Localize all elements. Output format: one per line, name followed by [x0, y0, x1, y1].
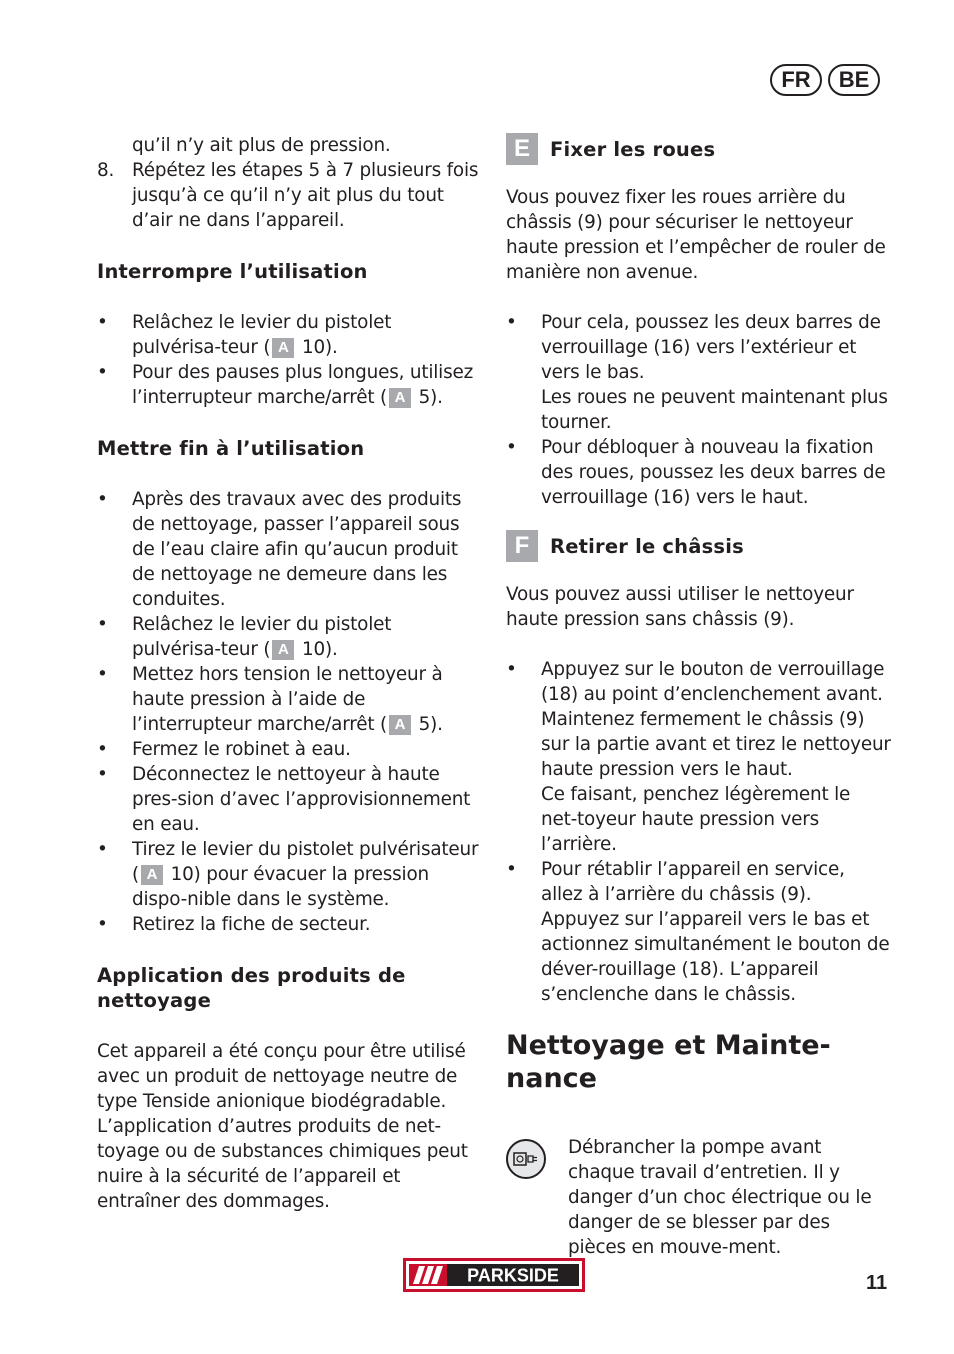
heading-nettoyage: Nettoyage et Mainte-nance	[506, 1030, 831, 1094]
step-text: Répétez les étapes 5 à 7 plusieurs fois jusqu’à ce qu’il n’y ait plus du tout d’air ne dans l’appareil.	[132, 160, 479, 231]
section-e-badge: E	[506, 133, 538, 165]
section-e-header	[506, 133, 891, 165]
list-item: • Pour débloquer à nouveau la fixation des roues, poussez les deux barres de verrouillage (16) vers le haut.	[506, 437, 886, 508]
intro-continuation: qu’il n’y ait plus de pression.	[132, 135, 391, 156]
list-item: • Relâchez le levier du pistolet pulvérisa-teur ( A 10).	[97, 614, 392, 660]
language-badges	[770, 64, 880, 96]
warning-block	[506, 1135, 891, 1260]
section-f-badge: F	[506, 530, 538, 562]
figure-ref-badge: A	[272, 640, 294, 660]
badge-be: BE	[828, 64, 880, 96]
unplug-icon	[506, 1139, 546, 1179]
list-item-continuation: Ce faisant, penchez légèrement le net-toyeur haute pression vers l’arrière.	[541, 784, 851, 855]
list-item-continuation: Les roues ne peuvent maintenant plus tourner.	[541, 387, 888, 433]
application-paragraph: Cet appareil a été conçu pour être utilisé avec un produit de nettoyage neutre de type Tenside anionique biodégradable. L’application d’autres produits de net-toyage ou de substances chimiques peut nuire à la sécurité de l’appareil et entraîner des dommages.	[97, 1041, 468, 1212]
list-item: • Pour des pauses plus longues, utilisez l’interrupteur marche/arrêt ( A 5).	[97, 362, 474, 408]
roues-intro: Vous pouvez fixer les roues arrière du châssis (9) pour sécuriser le nettoyeur haute pression et l’empêcher de rouler de manière non avenue.	[506, 187, 886, 283]
section-f-header	[506, 530, 891, 562]
list-item: • Relâchez le levier du pistolet pulvérisa-teur ( A 10).	[97, 312, 392, 358]
list-item: • Tirez le levier du pistolet pulvérisateur ( A 10) pour évacuer la pression dispo-nible dans le système.	[97, 839, 479, 910]
warning-text: Débrancher la pompe avant chaque travail d’entretien. Il y danger d’un choc électrique ou le danger de se blesser par des pièces en mouve-ment.	[568, 1137, 872, 1258]
list-item: • Pour rétablir l’appareil en service, allez à l’arrière du châssis (9). Appuyez sur l’appareil vers le bas et actionnez simultanément le bouton de déver-rouillage (18). L’appareil s’enclenche dans le châssis.	[506, 859, 890, 1005]
parkside-logo	[403, 1258, 585, 1296]
heading-retirer-chassis: Retirer le châssis	[550, 534, 744, 558]
list-item: • Retirez la fiche de secteur.	[97, 914, 371, 935]
heading-application: Application des produits de nettoyage	[97, 964, 406, 1012]
heading-interrompre: Interrompre l’utilisation	[97, 260, 368, 283]
list-item: • Mettez hors tension le nettoyeur à haute pression à l’aide de l’interrupteur marche/arrêt ( A 5).	[97, 664, 443, 735]
heading-fin: Mettre fin à l’utilisation	[97, 437, 365, 460]
figure-ref-badge: A	[389, 715, 411, 735]
heading-fixer-roues: Fixer les roues	[550, 137, 716, 161]
figure-ref-badge: A	[272, 338, 294, 358]
step-number: 8.	[97, 160, 115, 181]
chassis-intro: Vous pouvez aussi utiliser le nettoyeur haute pression sans châssis (9).	[506, 584, 854, 630]
badge-fr: FR	[770, 64, 822, 96]
list-item: • Appuyez sur le bouton de verrouillage (18) au point d’enclenchement avant. Maintenez fermement le châssis (9) sur la partie avant et tirez le nettoyeur haute pression vers le haut.	[506, 659, 891, 780]
figure-ref-badge: A	[141, 865, 163, 885]
list-item: • Après des travaux avec des produits de nettoyage, passer l’appareil sous de l’eau claire afin qu’aucun produit de nettoyage ne demeure dans les conduites.	[97, 489, 462, 610]
step-8	[97, 158, 482, 233]
list-item: • Déconnectez le nettoyeur à haute pres-sion d’avec l’approvisionnement en eau.	[97, 764, 471, 835]
page-number: 11	[866, 1272, 888, 1294]
left-column	[97, 133, 482, 1214]
brand-name: PARKSIDE	[467, 1265, 559, 1286]
figure-ref-badge: A	[389, 388, 411, 408]
right-column	[506, 133, 891, 1260]
list-item: • Fermez le robinet à eau.	[97, 739, 351, 760]
list-item: • Pour cela, poussez les deux barres de verrouillage (16) vers l’extérieur et vers le bas.	[506, 312, 881, 383]
